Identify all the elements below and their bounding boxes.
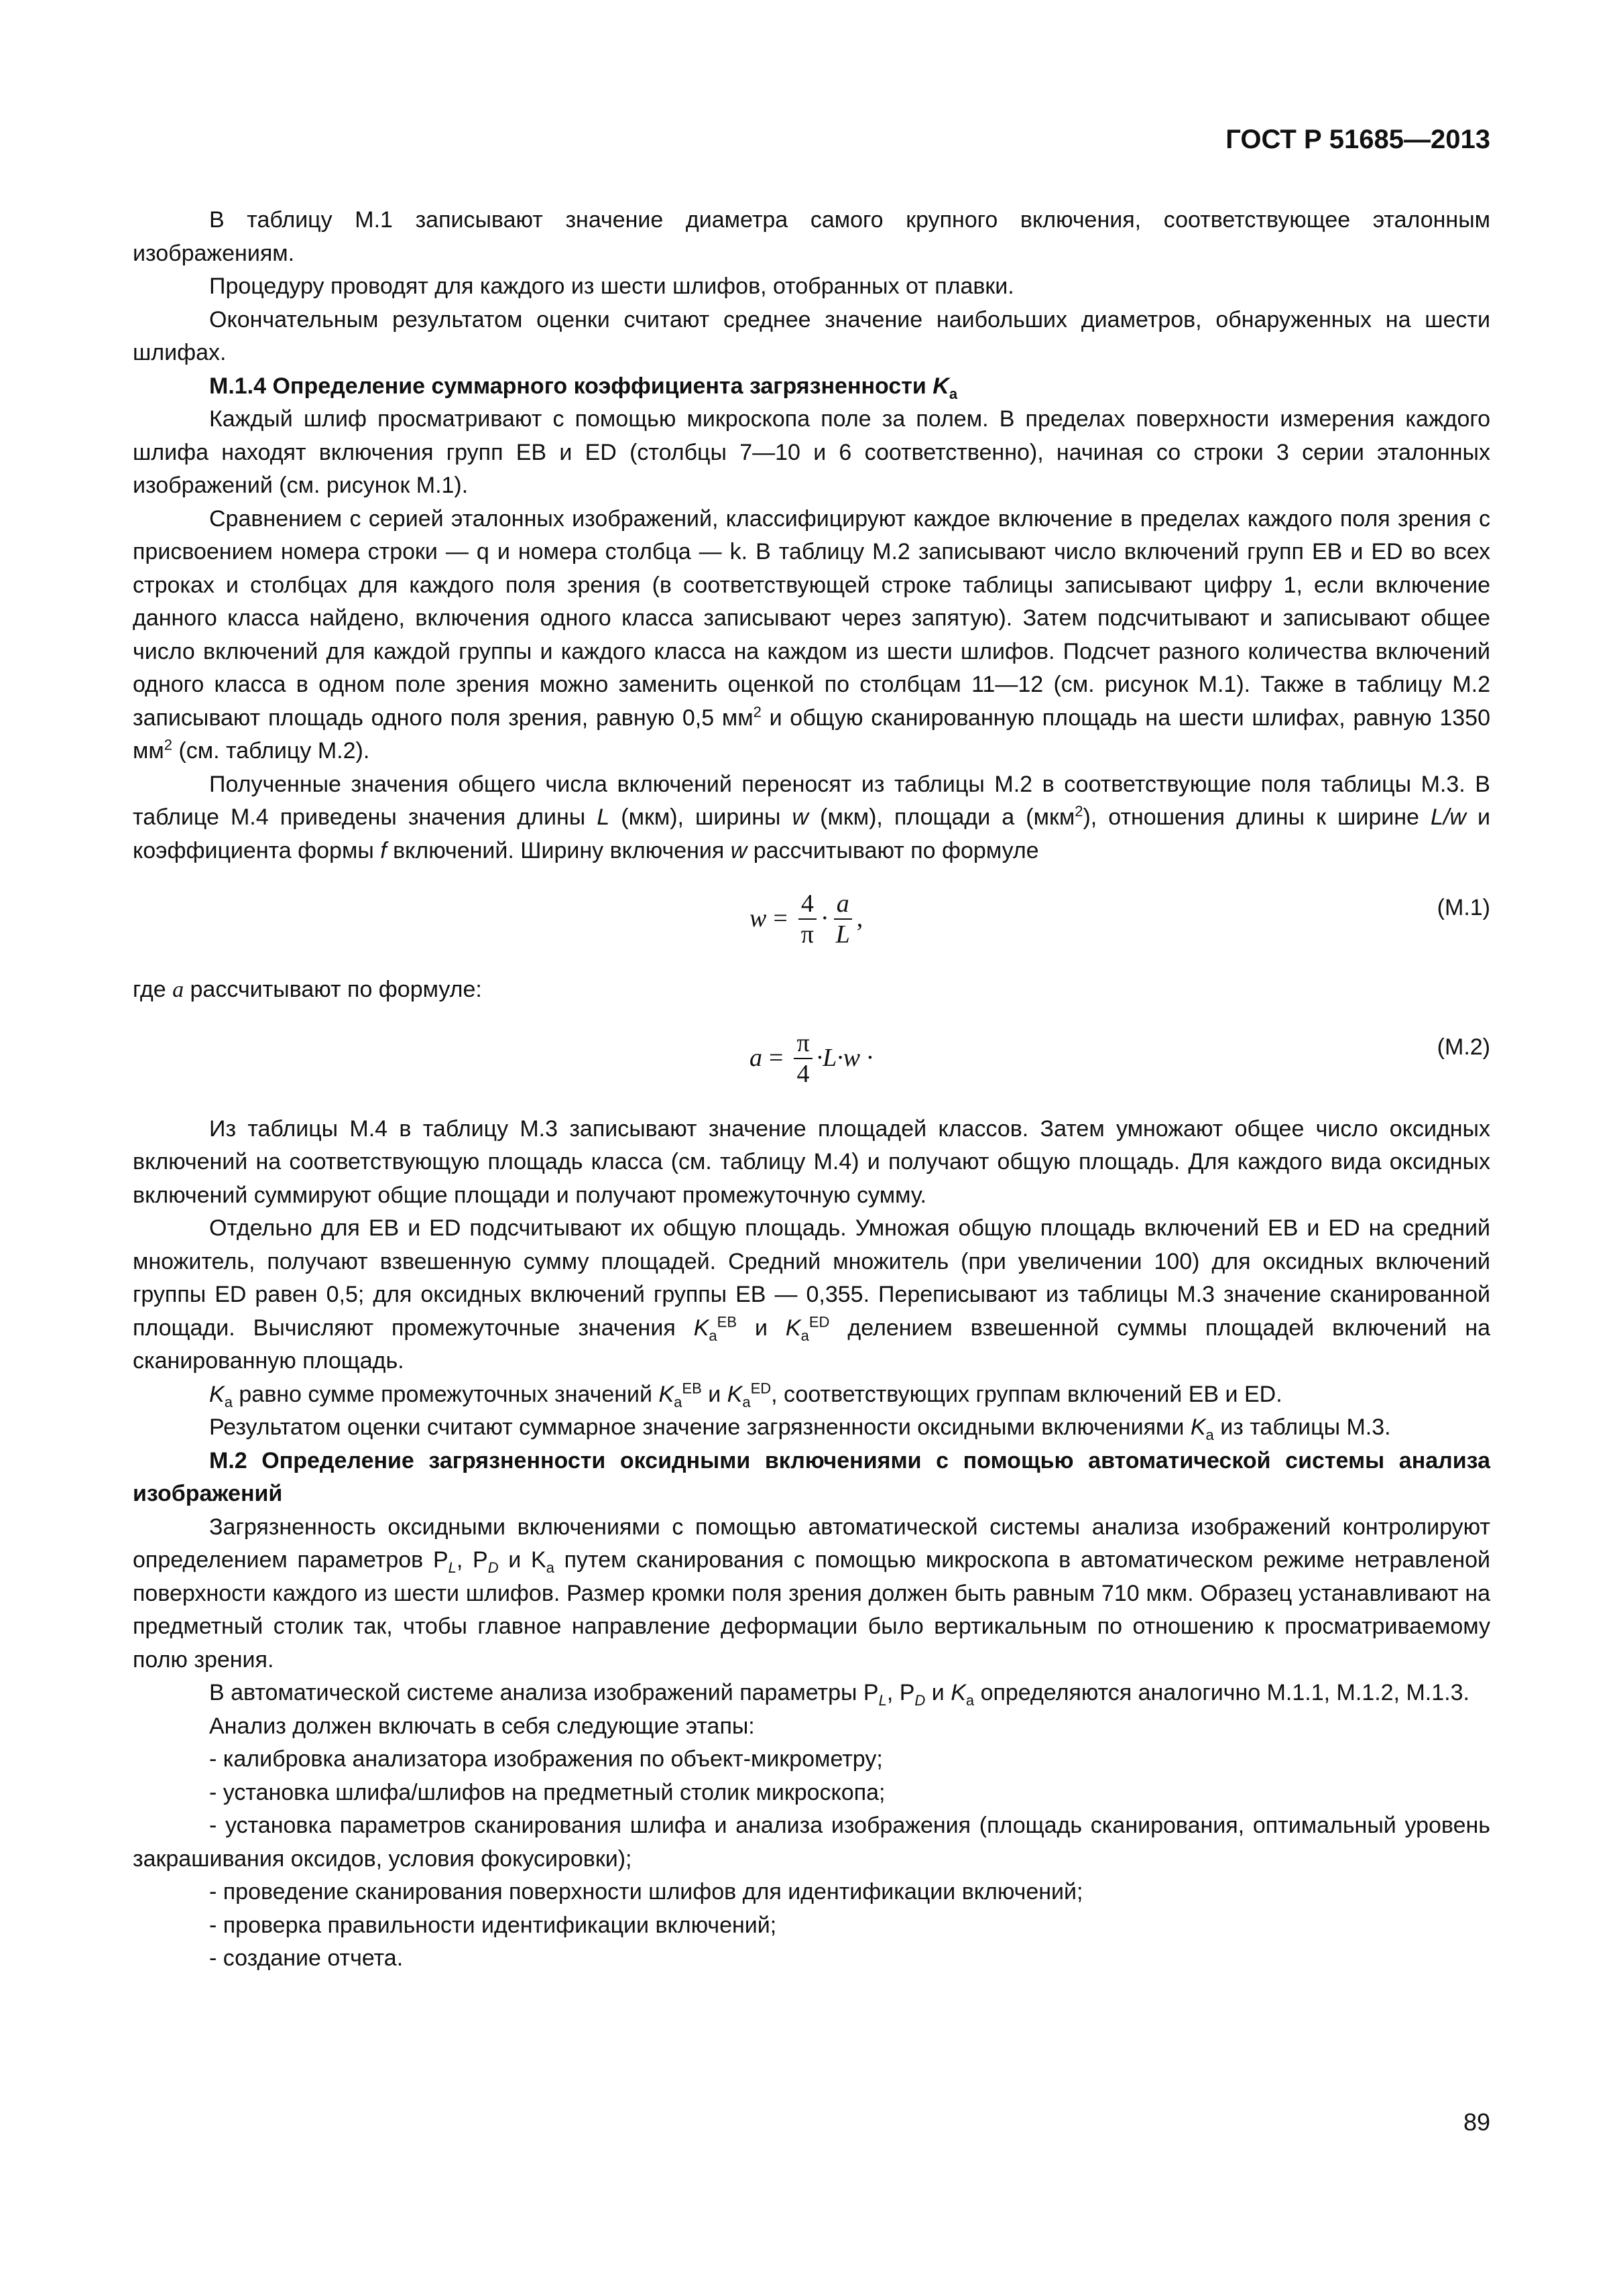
- list-item: - установка шлифа/шлифов на предметный столик микроскопа;: [209, 1779, 886, 1805]
- formula-m1: w = $\frac{4}{\pi}$ · $\frac{a}{L}$ , (М.1): [749, 890, 1490, 949]
- paragraph: Анализ должен включать в себя следующие этапы:: [209, 1713, 755, 1739]
- paragraph: В таблицу М.1 записывают значение диаметра самого крупного включения, соответствующее эталонным изображениям.: [133, 207, 1490, 266]
- list-item: - проверка правильности идентификации включений;: [209, 1912, 777, 1938]
- list-item: - создание отчета.: [209, 1945, 404, 1971]
- document-body: [133, 204, 1490, 1976]
- paragraph: $K_a$ равно сумме промежуточных значений $K_a^{EB}$ и $K_a^{ED}$, соответствующих группам включений EB и ED.: [209, 1380, 1282, 1410]
- paragraph: Сравнением с серией эталонных изображений, классифицируют каждое включение в пределах каждого поля зрения с присвоением номера строки — q и номера столбца — k. В таблицу М.2 записывают число включений групп EB и ED во всех строках и столбцах для каждого поля зрения (в соответствующей строке таблицы записывают цифру 1, если включение данного класса найдено, включения одного класса записывают через запятую). Затем подсчитывают и записывают общее число включений для каждой группы и каждого класса на каждом из шести шлифов. Подсчет разного количества включений одного класса в одном поле зрения можно заменить оценкой по столбцам 11—12 (см. рисунок М.1). Также в таблицу М.2 записывают площадь одного поля зрения, равную 0,5 $мм^2$ и общую сканированную площадь на шести шлифах, равную 1350 $мм^2$ (см. таблицу М.2).: [133, 505, 1490, 764]
- formula-number: (М.1): [1437, 895, 1490, 920]
- list-item: - установка параметров сканирования шлифа и анализа изображения (площадь сканирования, оптимальный уровень закрашивания оксидов, условия фокусировки);: [133, 1813, 1490, 1872]
- page-number: 89: [1463, 2108, 1490, 2136]
- section-heading-m14: М.1.4 Определение суммарного коэффициента загрязненности $K_a$: [209, 373, 958, 402]
- section-heading-m2: М.2 Определение загрязненности оксидными включениями с помощью автоматической системы анализа изображений: [133, 1447, 1490, 1506]
- paragraph: Каждый шлиф просматривают с помощью микроскопа поле за полем. В пределах поверхности измерения каждого шлифа находят включения групп EB и ED (столбцы 7—10 и 6 соответственно), начиная со строки 3 серии эталонных изображений (см. рисунок М.1).: [133, 406, 1490, 498]
- paragraph: Отдельно для EB и ED подсчитывают их общую площадь. Умножая общую площадь включений EB и ED на средний множитель, получают взвешенную сумму площадей. Средний множитель (при увеличении 100) для оксидных включений группы ED равен 0,5; для оксидных включений группы EB — 0,355. Переписывают из таблицы М.3 значение сканированной площади. Вычисляют промежуточные значения $K_a^{EB}$ и $K_a^{ED}$ делением взвешенной суммы площадей включений на сканированную площадь.: [133, 1215, 1490, 1374]
- paragraph: Загрязненность оксидными включениями с помощью автоматической системы анализа изображений контролируют определением параметров $P_L$, $P_D$ и $K_a$ путем сканирования с помощью микроскопа в автоматическом режиме нетравленой поверхности каждого из шести шлифов. Размер кромки поля зрения должен быть равным 710 мкм. Образец устанавливают на предметный столик так, чтобы главное направление деформации было вертикальным по отношению к просматриваемому полю зрения.: [133, 1514, 1490, 1673]
- list-item: - калибровка анализатора изображения по объект-микрометру;: [209, 1746, 883, 1772]
- formula-number: (М.2): [1437, 1034, 1490, 1060]
- formula-m2: a = $\frac{\pi}{4}$ ·L·w · (М.2): [749, 1028, 1490, 1088]
- paragraph: Процедуру проводят для каждого из шести шлифов, отобранных от плавки.: [209, 274, 1014, 299]
- list-item: - проведение сканирования поверхности шлифов для идентификации включений;: [209, 1879, 1083, 1905]
- paragraph: Окончательным результатом оценки считают среднее значение наибольших диаметров, обнаруженных на шести шлифах.: [133, 306, 1490, 365]
- paragraph: В автоматической системе анализа изображений параметры $P_L$, $P_D$ и $K_a$ определяются аналогично М.1.1, М.1.2, М.1.3.: [209, 1680, 1469, 1709]
- document-header: ГОСТ Р 51685—2013: [1225, 125, 1490, 154]
- paragraph: Результатом оценки считают суммарное значение загрязненности оксидными включениями $K_a$ из таблицы М.3.: [209, 1414, 1391, 1443]
- paragraph: где a рассчитывают по формуле:: [133, 977, 482, 1002]
- paragraph: Полученные значения общего числа включений переносят из таблицы М.2 в соответствующие поля таблицы М.3. В таблице М.4 приведены значения длины L (мкм), ширины w (мкм), площади a (мкм$^2$), отношения длины к ширине L/w и коэффициента формы f включений. Ширину включения w рассчитывают по формуле: [133, 771, 1490, 863]
- paragraph: Из таблицы М.4 в таблицу М.3 записывают значение площадей классов. Затем умножают общее число оксидных включений на соответствующую площадь класса (см. таблицу М.4) и получают общую площадь. Для каждого вида оксидных включений суммируют общие площади и получают промежуточную сумму.: [133, 1115, 1490, 1208]
